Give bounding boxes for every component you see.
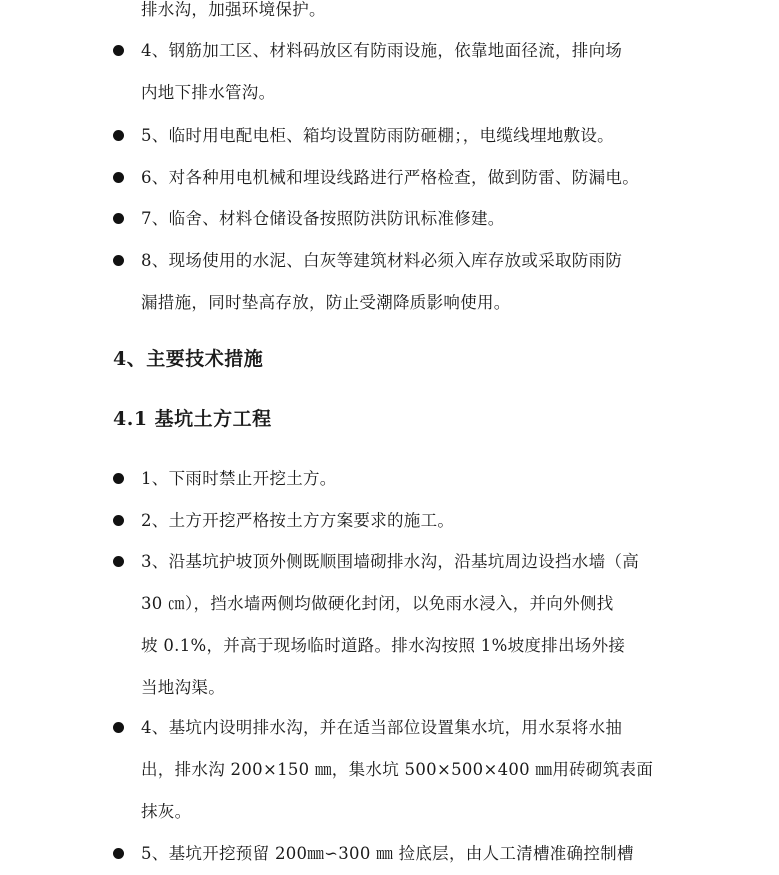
bullet-icon — [113, 45, 124, 56]
list-item-line: 6、对各种用电机械和埋设线路进行严格检查，做到防雷、防漏电。 — [141, 168, 639, 187]
list-item-line: 3、沿基坑护坡顶外侧既顺围墙砌排水沟，沿基坑周边设挡水墙（高 — [141, 552, 639, 571]
list-item-line: 1、下雨时禁止开挖土方。 — [141, 469, 337, 488]
bullet-icon — [113, 515, 124, 526]
list-item-line: 漏措施，同时垫高存放，防止受潮降质影响使用。 — [141, 293, 511, 312]
list-item-line: 2、土方开挖严格按土方方案要求的施工。 — [141, 511, 455, 530]
bullet-icon — [113, 172, 124, 183]
bullet-icon — [113, 473, 124, 484]
list-item-line: 5、临时用电配电柜、箱均设置防雨防砸棚；，电缆线埋地敷设。 — [141, 126, 614, 145]
section-heading: 4、主要技术措施 — [113, 348, 264, 370]
list-item-line: 4、基坑内设明排水沟，并在适当部位设置集水坑，用水泵将水抽 — [141, 718, 623, 737]
bullet-icon — [113, 213, 124, 224]
list-item-line: 抹灰。 — [141, 802, 192, 821]
list-item-line: 30 ㎝），挡水墙两侧均做硬化封闭，以免雨水浸入，并向外侧找 — [141, 594, 614, 613]
bullet-icon — [113, 255, 124, 266]
bullet-icon — [113, 848, 124, 859]
bullet-icon — [113, 556, 124, 567]
list-item-line: 当地沟渠。 — [141, 678, 225, 697]
list-item-line: 7、临舍、材料仓储设备按照防洪防讯标准修建。 — [141, 209, 505, 228]
list-item-line: 内地下排水管沟。 — [141, 83, 276, 102]
bullet-icon — [113, 130, 124, 141]
list-item-line: 8、现场使用的水泥、白灰等建筑材料必须入库存放或采取防雨防 — [141, 251, 623, 270]
subsection-heading: 4.1 基坑土方工程 — [113, 408, 272, 430]
continuation-line: 排水沟，加强环境保护。 — [141, 0, 326, 19]
list-item-line: 坡 0.1%，并高于现场临时道路。排水沟按照 1%坡度排出场外接 — [141, 636, 626, 655]
list-item-line: 5、基坑开挖预留 200㎜∽300 ㎜ 捡底层，由人工清槽准确控制槽 — [141, 844, 634, 863]
bullet-icon — [113, 722, 124, 733]
list-item-line: 4、钢筋加工区、材料码放区有防雨设施，依靠地面径流，排向场 — [141, 41, 623, 60]
list-item-line: 出，排水沟 200×150 ㎜，集水坑 500×500×400 ㎜用砖砌筑表面 — [141, 760, 654, 779]
